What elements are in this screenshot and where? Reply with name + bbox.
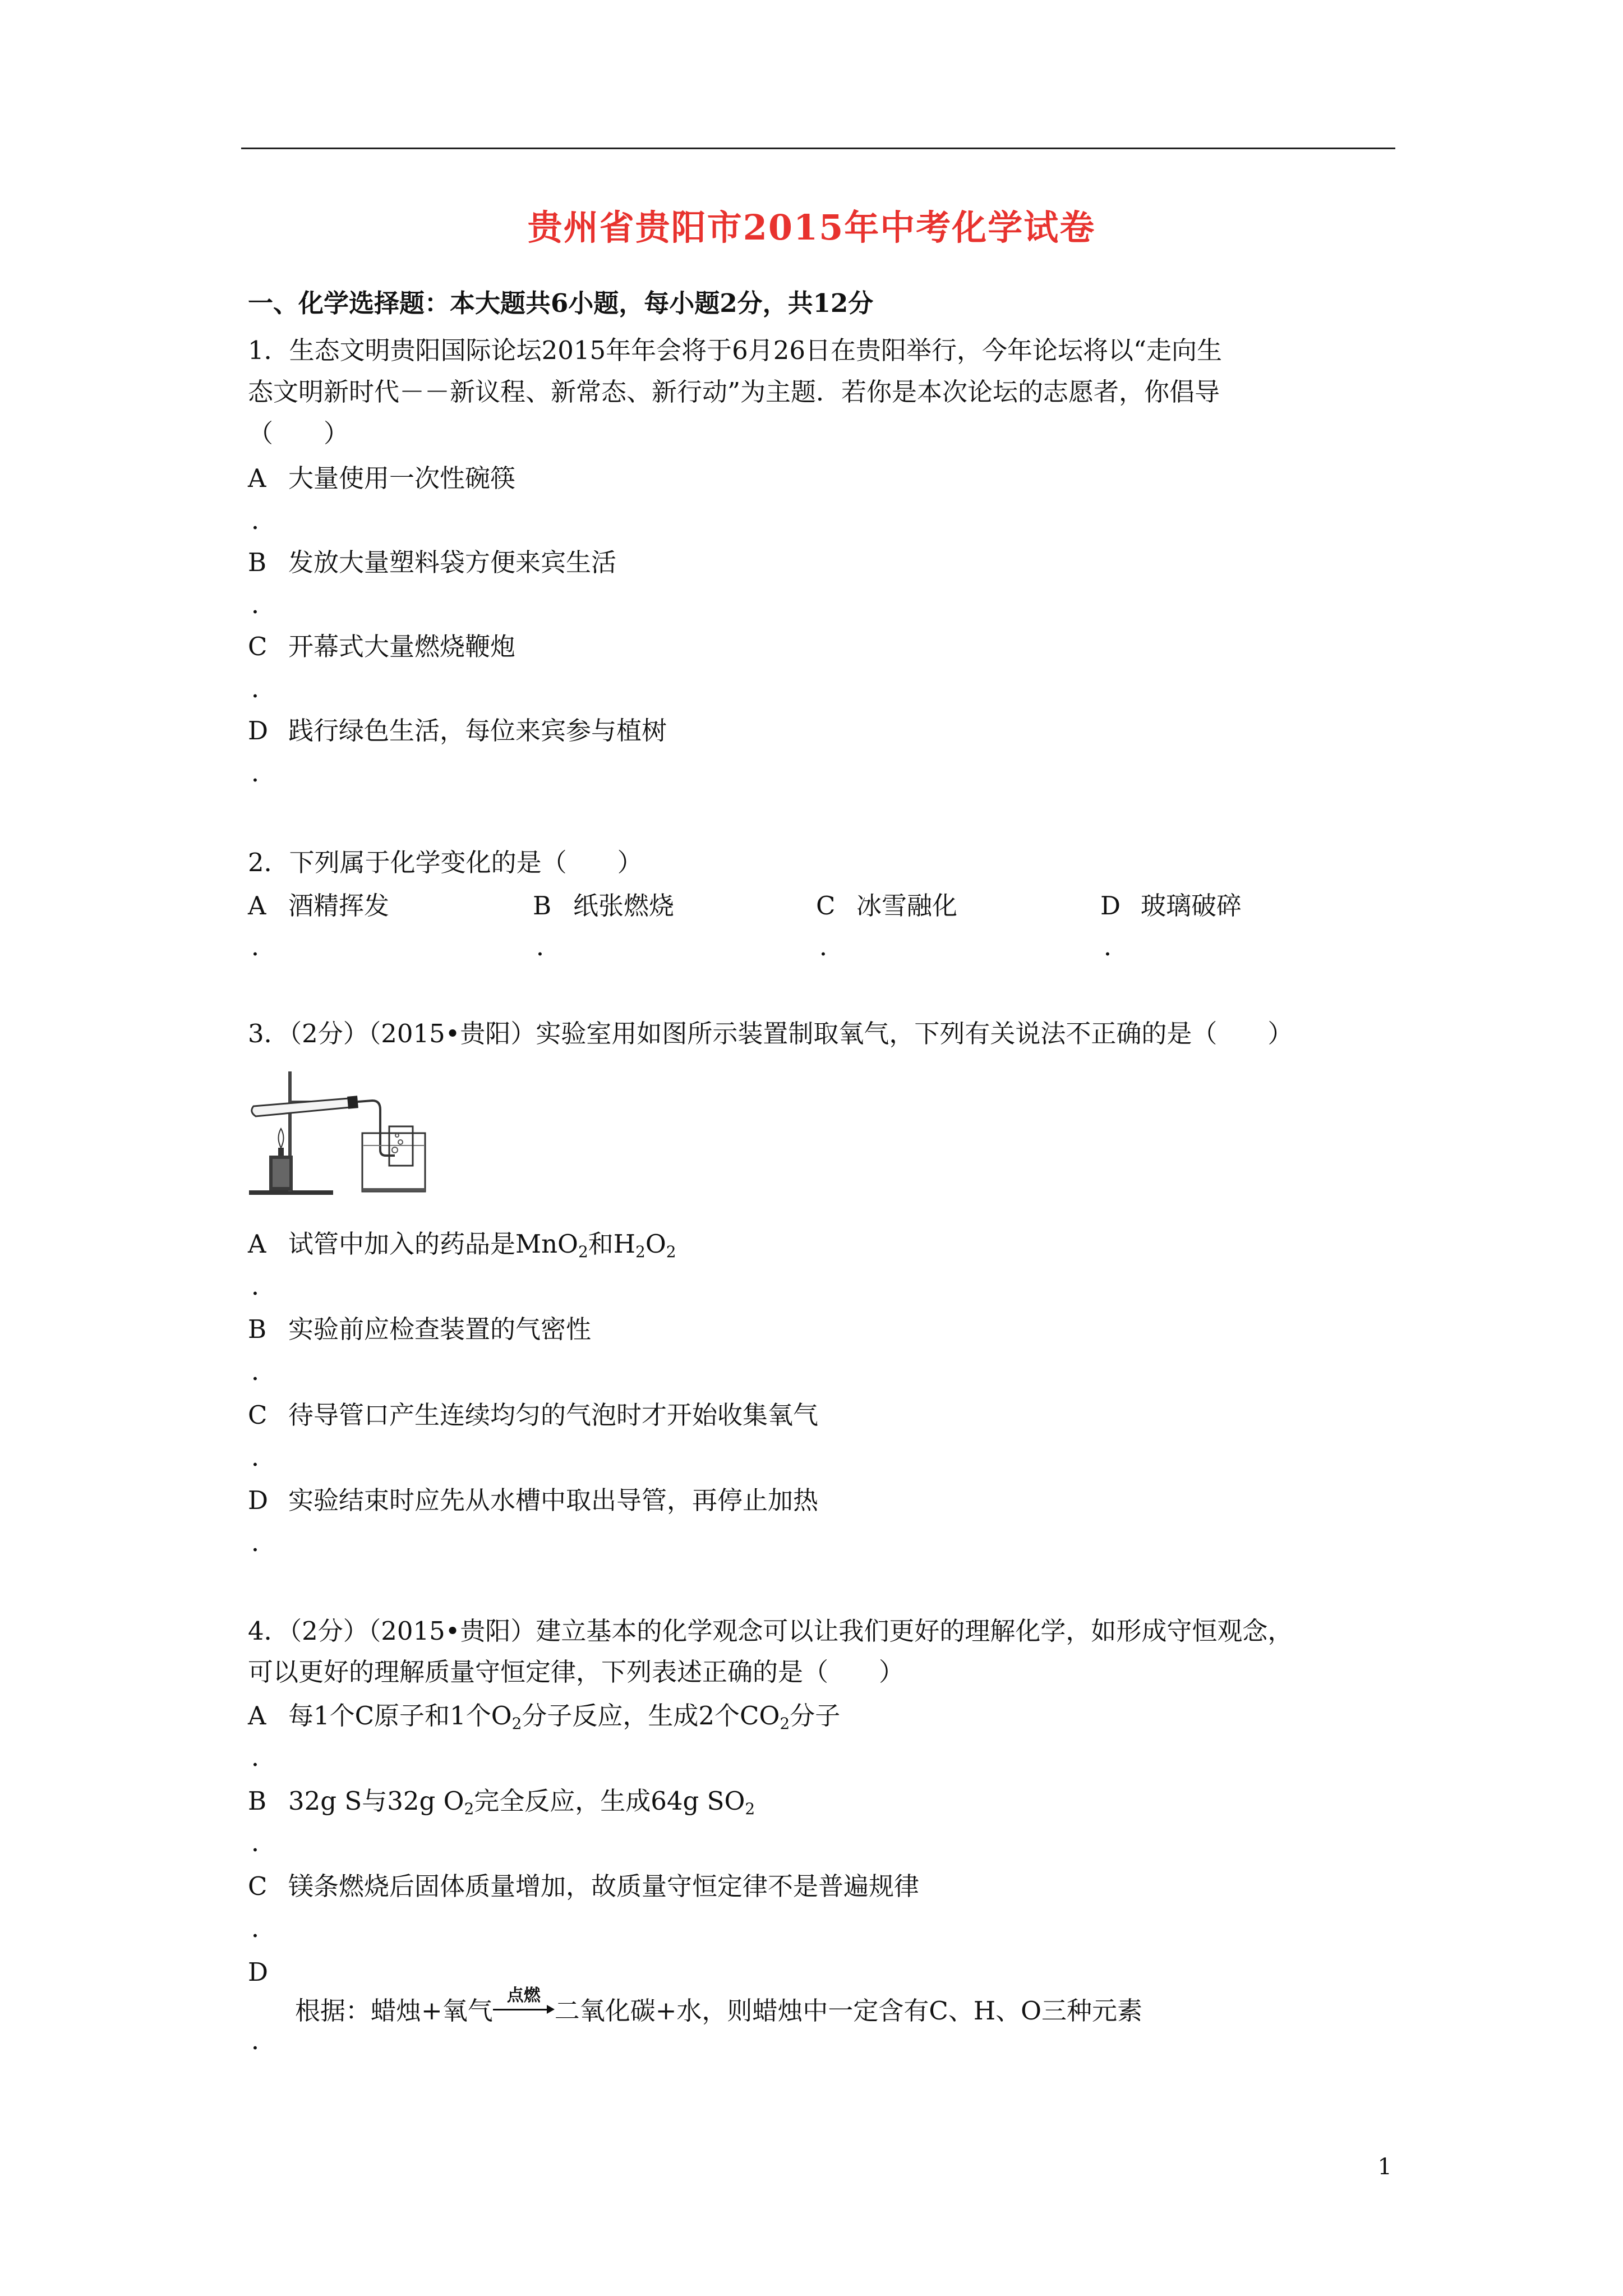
option-text: 发放大量塑料袋方便来宾生活 [288,547,617,577]
option-text: 实验结束时应先从水槽中取出导管，再停止加热 [288,1485,819,1515]
option-dot: ． [251,932,277,961]
option-letter: B [248,547,267,577]
option-dot: ． [251,1442,277,1472]
option-letter: D [248,716,269,746]
q2-option-d[interactable] [1100,891,1242,921]
option-dot: ． [251,590,277,619]
q2-stem: 2．下列属于化学变化的是（ ） [248,848,643,877]
q4-option-a[interactable] [248,1701,841,1733]
page-title: 贵州省贵阳市2015年中考化学试卷 [527,207,1096,248]
q4-option-d-letter [248,1959,288,1985]
option-text: 冰雪融化 [856,891,958,921]
option-dot: ． [251,674,277,703]
option-text: 实验前应检查装置的气密性 [288,1314,592,1344]
option-letter: D [1100,891,1121,921]
q3-option-d[interactable] [248,1485,819,1515]
q2-option-b[interactable] [533,891,675,921]
option-text: 玻璃破碎 [1141,891,1242,921]
option-text: 待导管口产生连续均匀的气泡时才开始收集氧气 [288,1400,819,1430]
option-dot: ． [251,1356,277,1386]
option-text: 纸张燃烧 [573,891,675,921]
option-dot: ． [536,932,562,961]
option-text: 酒精挥发 [288,891,390,921]
q3-option-a[interactable] [248,1229,676,1261]
option-text: 镁条燃烧后固体质量增加，故质量守恒定律不是普遍规律 [288,1871,920,1901]
option-dot: ． [251,1742,277,1772]
option-text: 根据：蜡烛+氧气 点燃 二氧化碳+水，则蜡烛中一定含有C、H、O三种元素 [295,1986,1142,2026]
q2-option-a[interactable] [248,891,390,921]
option-dot: ． [251,1271,277,1301]
option-dot: ． [251,1527,277,1557]
oxygen-collection-apparatus-icon [248,1066,427,1200]
q1-option-c[interactable] [248,634,515,659]
option-letter: B [248,1786,267,1816]
q4-option-b[interactable] [248,1786,755,1818]
option-dot: ． [251,1828,277,1857]
q4-stem-line-1: 4．（2分）（2015•贵阳）建立基本的化学观念可以让我们更好的理解化学，如形成守恒观念， [248,1616,1293,1646]
reaction-condition: 点燃 [506,1986,541,2005]
section-heading: 一、化学选择题：本大题共6小题，每小题2分，共12分 [248,288,874,318]
q4-stem-line-2: 可以更好的理解质量守恒定律，下列表述正确的是（ ） [248,1657,905,1687]
page-number: 1 [1377,2154,1392,2180]
option-letter: D [248,1485,269,1515]
option-dot: ． [251,758,277,788]
header-rule [241,148,1395,149]
q4-option-d[interactable] [295,1986,1142,2026]
reaction-arrow [493,1986,555,2019]
q1-stem-line-2: 态文明新时代－－新议程、新常态、新行动”为主题．若你是本次论坛的志愿者，你倡导 [248,377,1220,407]
option-letter: C [248,1871,268,1901]
option-letter: D [248,1957,269,1987]
q1-stem-line-3: （ ） [248,418,349,448]
q1-option-d[interactable] [248,716,667,746]
q1-option-b[interactable] [248,547,617,577]
option-text: 践行绿色生活，每位来宾参与植树 [288,716,667,746]
option-letter: A [248,1229,266,1259]
option-dot: ． [251,1913,277,1943]
option-letter: B [533,891,552,921]
option-text: 每1个C原子和1个$O_2$分子反应，生成2个$CO_2$分子 [288,1701,841,1733]
option-text: 试管中加入的药品是MnO$_2$和$H_2O_2$ [288,1229,676,1261]
q3-option-b[interactable] [248,1314,592,1344]
option-dot: ． [251,2026,277,2055]
option-letter: A [248,463,266,493]
q1-option-a[interactable] [248,463,516,493]
option-letter: C [816,891,836,921]
option-dot: ． [819,932,845,961]
option-text: 开幕式大量燃烧鞭炮 [288,632,516,661]
q3-stem: 3．（2分）（2015•贵阳）实验室用如图所示装置制取氧气，下列有关说法不正确的是（ ） [248,1019,1293,1048]
option-dot: ． [1104,932,1129,961]
option-letter: A [248,891,266,921]
option-letter: C [248,1400,268,1430]
option-letter: B [248,1314,267,1344]
q1-stem-line-1: 1．生态文明贵阳国际论坛2015年年会将于6月26日在贵阳举行，今年论坛将以“走向生 [248,335,1223,365]
option-text: 大量使用一次性碗筷 [288,463,516,493]
q2-option-c[interactable] [816,891,958,921]
option-dot: ． [251,505,277,535]
option-text: 32g S与32g $O_2$完全反应，生成64g $SO_2$ [288,1786,755,1818]
option-letter: C [248,632,268,661]
q3-option-c[interactable] [248,1402,818,1428]
q4-option-c[interactable] [248,1871,920,1901]
option-letter: A [248,1701,266,1731]
